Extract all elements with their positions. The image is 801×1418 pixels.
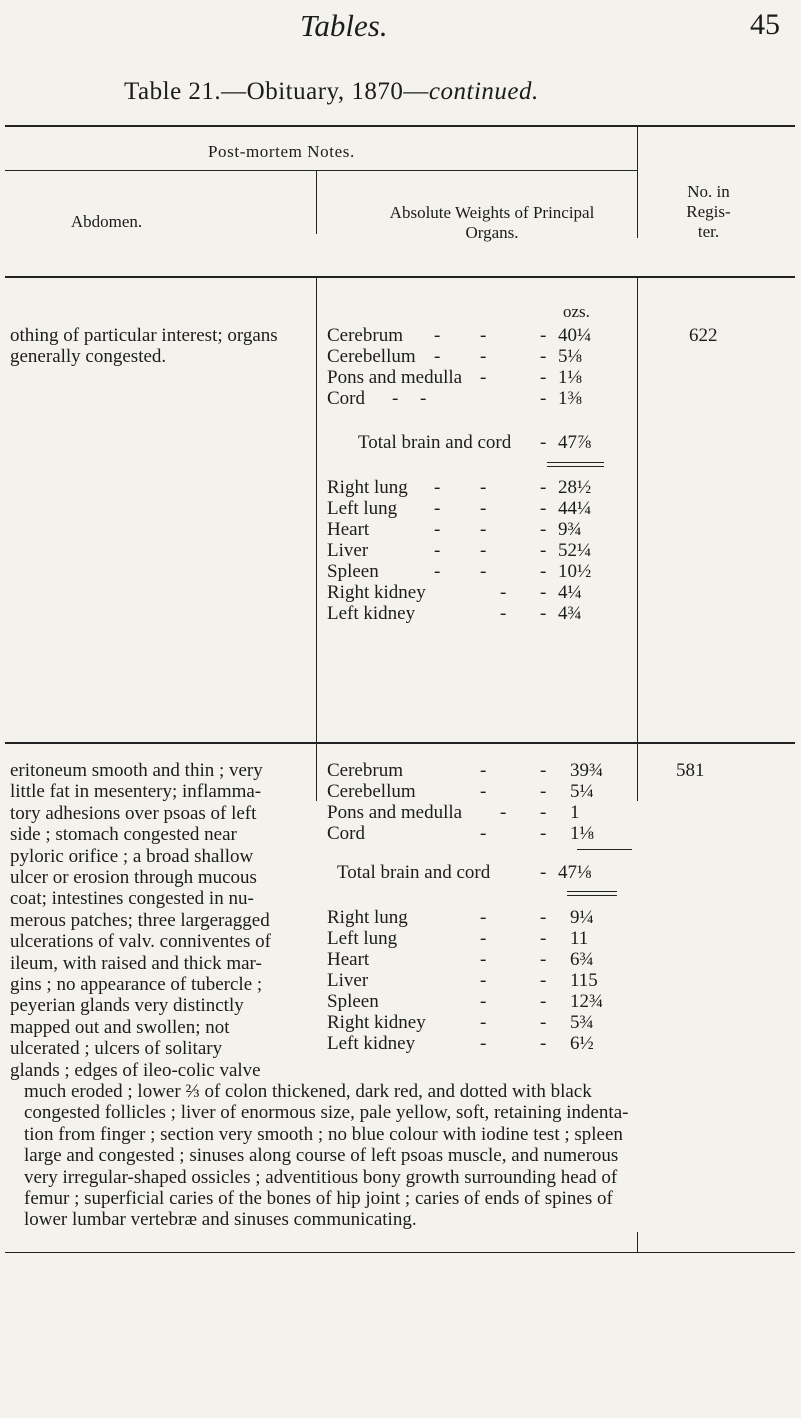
text-line: much eroded ; lower ⅔ of colon thickened, dark red, and dotted with black <box>24 1081 592 1102</box>
group-header-rule <box>5 170 637 171</box>
organ-weight: 5⅛ <box>558 346 582 367</box>
organ-weight: 5¼ <box>570 781 594 802</box>
organ-name: Spleen <box>327 561 379 582</box>
organ-weight: 1 <box>570 802 580 823</box>
column-header-register: No. in Regis- ter. <box>686 182 731 241</box>
bottom-rule <box>5 1252 795 1253</box>
organ-weight: 4¼ <box>558 582 582 603</box>
organ-name: Cerebrum <box>327 760 403 781</box>
organ-weight: 52¼ <box>558 540 592 561</box>
register-number: 622 <box>689 325 718 346</box>
text-line: merous patches; three largeragged <box>10 909 270 931</box>
total-underline <box>567 895 617 896</box>
organ-name: Spleen <box>327 991 379 1012</box>
organ-weight: 1⅛ <box>570 823 594 844</box>
organ-name: Right kidney <box>327 582 426 603</box>
organ-weight: 9¾ <box>558 519 582 540</box>
text-line: eritoneum smooth and thin ; very <box>10 760 263 781</box>
organ-weight: 9¼ <box>570 907 594 928</box>
abdomen-note: othing of particular interest; organs generally congested. <box>10 325 278 368</box>
organ-name: Cerebellum <box>327 781 416 802</box>
organ-name: Left lung <box>327 498 398 519</box>
text-line: peyerian glands very distinctly <box>10 995 244 1017</box>
organ-name: Total brain and cord <box>358 432 512 453</box>
organ-weight: 11 <box>570 928 589 949</box>
organ-weight: 4¾ <box>558 603 582 624</box>
text-line: ulcer or erosion through mucous <box>10 867 257 889</box>
running-title: Tables. <box>300 8 388 43</box>
abdomen-note-continuation <box>24 1081 794 1231</box>
caption-continued: continued. <box>428 78 539 105</box>
organ-name: Heart <box>327 519 370 540</box>
organ-name: Cerebrum <box>327 325 403 346</box>
text-line: congested follicles ; liver of enormous size, pale yellow, soft, retaining indenta- <box>24 1102 629 1124</box>
organ-name: Cord <box>327 388 365 409</box>
organ-name: Liver <box>327 540 369 561</box>
header-bottom-rule <box>5 276 795 278</box>
organ-name: Cerebellum <box>327 346 416 367</box>
top-rule <box>5 125 795 127</box>
text-line: pyloric orifice ; a broad shallow <box>10 845 254 867</box>
column-divider-foot <box>637 1232 638 1252</box>
text-line: little fat in mesentery; inflamma- <box>10 781 262 803</box>
organ-name: Left kidney <box>327 603 416 624</box>
organ-weight: 115 <box>570 970 598 991</box>
organ-name: Right lung <box>327 477 408 498</box>
organ-name: Left kidney <box>327 1033 416 1054</box>
organ-weight: 10½ <box>558 561 592 582</box>
organ-weight: 47⅛ <box>558 862 592 883</box>
organ-name: Cord <box>327 823 365 844</box>
text-line: ileum, with raised and thick mar- <box>10 952 262 974</box>
group-header-post-mortem: Post-mortem Notes. <box>208 142 355 161</box>
text-line: very irregular-shaped ossicles ; adventitious bony growth surrounding head of <box>24 1166 618 1188</box>
text-line: tory adhesions over psoas of left <box>10 802 257 824</box>
organ-name: Pons and medulla <box>327 802 463 823</box>
text-line: glands ; edges of ileo-colic valve <box>10 1059 261 1081</box>
text-line: ulcerated ; ulcers of solitary <box>10 1038 223 1060</box>
organ-weight: 1⅛ <box>558 367 582 388</box>
organ-weight: 44¼ <box>558 498 592 519</box>
column-divider-2 <box>637 126 638 238</box>
column-divider-1b <box>316 276 317 801</box>
organ-weight: 1⅜ <box>558 388 582 409</box>
text-line: ulcerations of valv. conniventes of <box>10 931 271 953</box>
column-header-abdomen: Abdomen. <box>70 212 143 231</box>
organ-weight: 39¾ <box>570 760 604 781</box>
table-caption <box>124 78 539 106</box>
organ-weight: 6½ <box>570 1033 594 1054</box>
text-line: gins ; no appearance of tubercle ; <box>10 974 263 996</box>
organ-name: Pons and medulla <box>327 367 463 388</box>
abdomen-note <box>10 760 316 1081</box>
organ-name: Total brain and cord <box>337 862 491 883</box>
caption-main: Table 21.—Obituary, 1870— <box>124 78 429 105</box>
total-underline <box>547 462 604 463</box>
register-number: 581 <box>676 760 705 781</box>
unit-label: ozs. <box>563 302 590 321</box>
total-underline <box>567 891 617 892</box>
text-line: coat; intestines congested in nu- <box>10 888 254 910</box>
text-line: femur ; superficial caries of the bones of hip joint ; caries of ends of spines of <box>24 1188 613 1210</box>
text-line: mapped out and swollen; not <box>10 1016 230 1038</box>
total-underline <box>547 466 604 467</box>
page-number: 45 <box>750 8 780 41</box>
organ-weight: 28½ <box>558 477 592 498</box>
text-line: lower lumbar vertebræ and sinuses communicating. <box>24 1209 417 1231</box>
organ-weight: 40¼ <box>558 325 592 346</box>
subtotal-rule <box>577 849 632 850</box>
organ-name: Heart <box>327 949 370 970</box>
text-line: side ; stomach congested near <box>10 824 237 846</box>
row-separator <box>5 742 795 744</box>
organ-weight: 12¾ <box>570 991 604 1012</box>
column-divider-1 <box>316 170 317 234</box>
organ-weight: 5¾ <box>570 1012 594 1033</box>
organ-weight: 47⅞ <box>558 432 592 453</box>
column-header-weights: Absolute Weights of Principal Organs. <box>389 203 595 242</box>
column-divider-2b <box>637 276 638 801</box>
organ-name: Right kidney <box>327 1012 426 1033</box>
organ-name: Left lung <box>327 928 398 949</box>
organ-name: Liver <box>327 970 369 991</box>
organ-weight: 6¾ <box>570 949 594 970</box>
organ-name: Right lung <box>327 907 408 928</box>
text-line: large and congested ; sinuses along course of left psoas muscle, and numerous <box>24 1145 619 1167</box>
text-line: tion from finger ; section very smooth ; no blue colour with iodine test ; spleen <box>24 1123 623 1145</box>
